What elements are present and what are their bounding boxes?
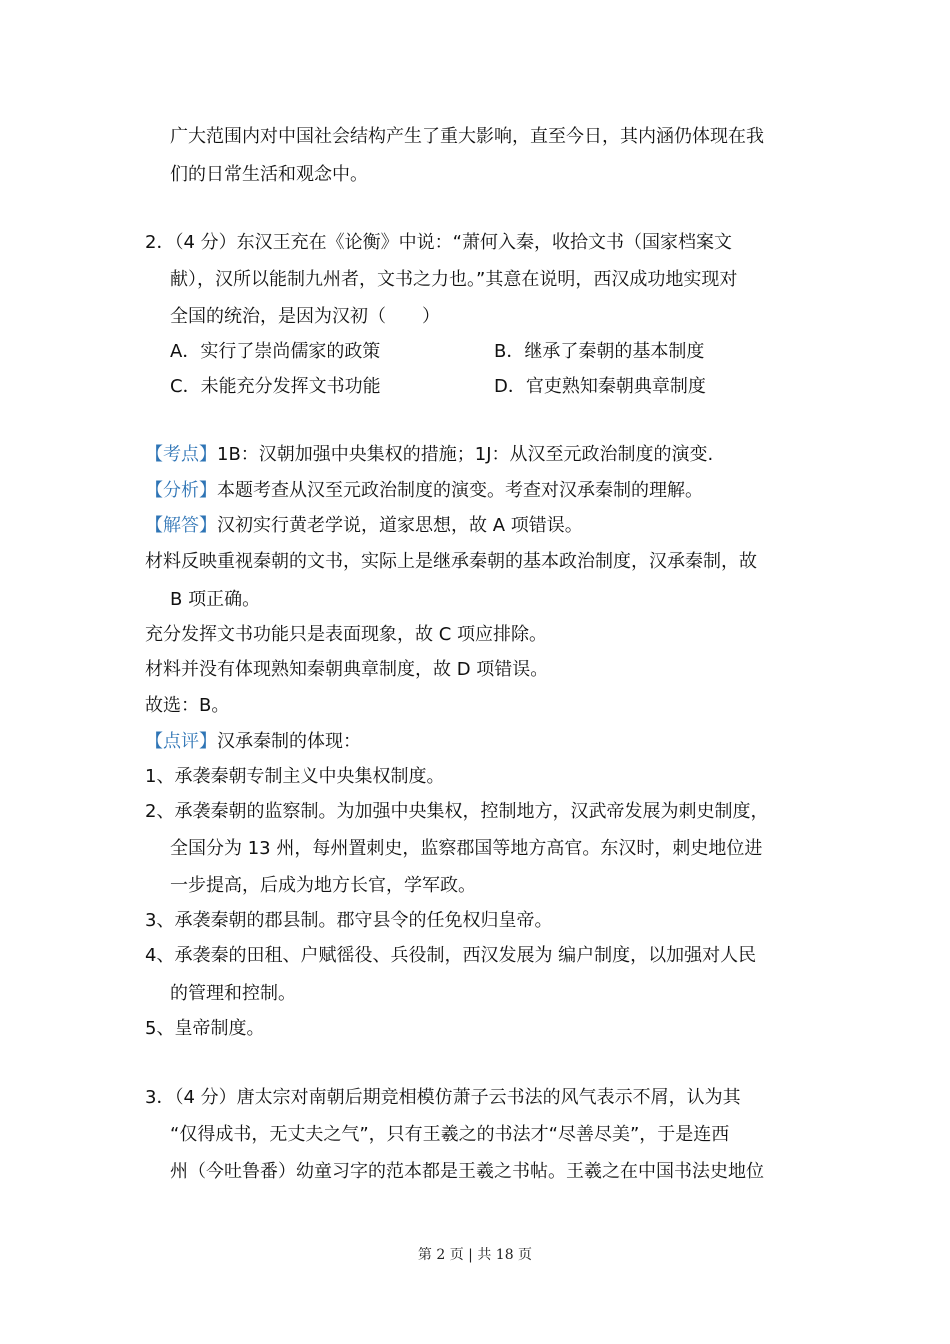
kaodian-text: 1B：汉朝加强中央集权的措施；1J：从汉至元政治制度的演变.: [217, 444, 714, 465]
answer-para-2: 充分发挥文书功能只是表面现象，故 C 项应排除。: [145, 624, 548, 645]
question-3-line-2: “仅得成书，无丈夫之气”，只有王羲之的书法才“尽善尽美”，于是连西: [170, 1124, 730, 1145]
kaodian-tag: 【考点】: [145, 444, 217, 465]
option-c: C．未能充分发挥文书功能: [170, 376, 381, 397]
list-item-4-line-2: 的管理和控制。: [170, 983, 296, 1004]
kaodian-row: [145, 443, 713, 467]
jieda-row: [145, 514, 583, 538]
question-3-line-3: 州（今吐鲁番）幼童习字的范本都是王羲之书帖。王羲之在中国书法史地位: [170, 1161, 764, 1182]
list-item-1: 1、承袭秦朝专制主义中央集权制度。: [145, 766, 445, 787]
dianping-tag: 【点评】: [145, 731, 217, 752]
answer-para-1-line-2: B 项正确。: [170, 589, 261, 610]
intro-line-2: 们的日常生活和观念中。: [170, 164, 368, 185]
option-b: B．继承了秦朝的基本制度: [494, 341, 705, 362]
answer-choice: 故选：B。: [145, 695, 230, 716]
list-item-2-line-3: 一步提高，后成为地方长官，学军政。: [170, 875, 476, 896]
question-2-line-1: 2．（4 分）东汉王充在《论衡》中说：“萧何入秦，收拾文书（国家档案文: [145, 232, 732, 253]
list-item-2-line-2: 全国分为 13 州，每州置刺史，监察郡国等地方高官。东汉时，刺史地位进: [170, 838, 763, 859]
intro-line-1: 广大范围内对中国社会结构产生了重大影响，直至今日，其内涵仍体现在我: [170, 126, 764, 147]
list-item-5: 5、皇帝制度。: [145, 1018, 265, 1039]
question-3-line-1: 3．（4 分）唐太宗对南朝后期竞相模仿萧子云书法的风气表示不屑，认为其: [145, 1087, 741, 1108]
jieda-text: 汉初实行黄老学说，道家思想，故 A 项错误。: [217, 515, 583, 536]
page-footer: 第 2 页 | 共 18 页: [417, 1247, 533, 1263]
dianping-row: [145, 730, 361, 754]
fenxi-row: [145, 479, 703, 503]
answer-para-1-line-1: 材料反映重视秦朝的文书，实际上是继承秦朝的基本政治制度，汉承秦制，故: [145, 551, 757, 572]
list-item-2-line-1: 2、承袭秦朝的监察制。为加强中央集权，控制地方，汉武帝发展为刺史制度，: [145, 801, 769, 822]
question-2-line-2: 献），汉所以能制九州者，文书之力也。”其意在说明，西汉成功地实现对: [170, 269, 738, 290]
fenxi-text: 本题考查从汉至元政治制度的演变。考查对汉承秦制的理解。: [217, 480, 703, 501]
fenxi-tag: 【分析】: [145, 480, 217, 501]
list-item-3: 3、承袭秦朝的郡县制。郡守县令的任免权归皇帝。: [145, 910, 553, 931]
jieda-tag: 【解答】: [145, 515, 217, 536]
dianping-text: 汉承秦制的体现：: [217, 731, 361, 752]
question-2-line-3: 全国的统治，是因为汉初（ ）: [170, 306, 440, 327]
option-d: D．官吏熟知秦朝典章制度: [494, 376, 706, 397]
answer-para-3: 材料并没有体现熟知秦朝典章制度，故 D 项错误。: [145, 659, 549, 680]
option-a: A．实行了崇尚儒家的政策: [170, 341, 381, 362]
list-item-4-line-1: 4、承袭秦的田租、户赋徭役、兵役制，西汉发展为 编户制度，以加强对人民: [145, 945, 757, 966]
